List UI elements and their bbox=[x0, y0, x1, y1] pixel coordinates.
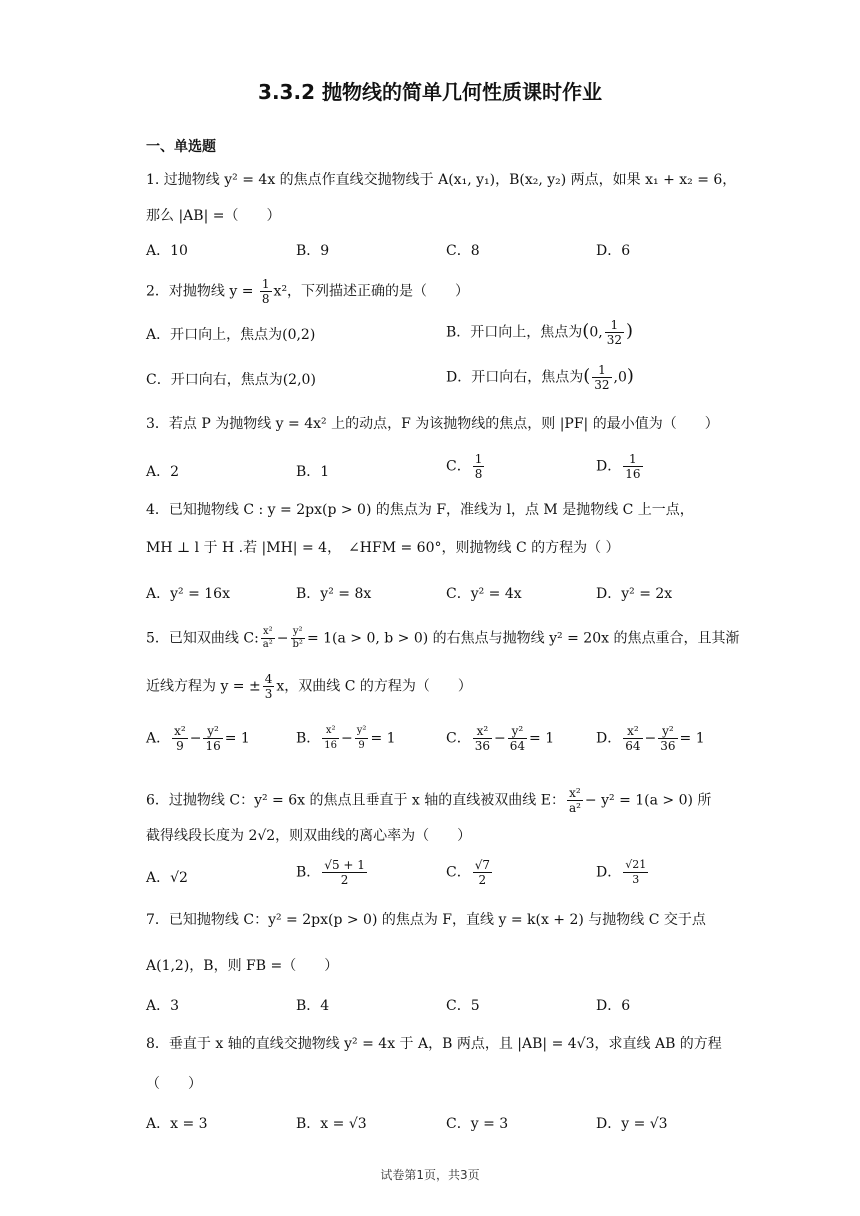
question-1-option-d: D．6 bbox=[596, 243, 631, 259]
question-2-option-b: B．开口向上，焦点为(0, $\frac{1}{32}$ ) bbox=[446, 318, 633, 347]
question-8-option-a: A．x = 3 bbox=[146, 1116, 208, 1132]
question-5-fraction-b: $\frac{\text{y²}}{\text{b²}}$ bbox=[292, 626, 303, 650]
question-5-line-2: 近线方程为 y = ± $\frac{4}{3}$ x，双曲线 C 的方程为（ ） bbox=[146, 672, 472, 701]
question-7-option-c: C．5 bbox=[446, 998, 480, 1014]
question-3-option-c-fraction: $\frac{1}{8}$ bbox=[474, 452, 483, 481]
question-5-option-c-fraction-y: $\frac{\text{y²}}{64}$ bbox=[509, 724, 526, 753]
question-4-option-c: C．y² = 4x bbox=[446, 586, 522, 602]
question-6-option-b: B． $\frac{√5 + 1}{2}$ bbox=[296, 858, 365, 887]
question-3-option-c: C． $\frac{1}{8}$ bbox=[446, 452, 483, 481]
question-6-option-a: A．√2 bbox=[146, 870, 188, 886]
question-6-option-d: D． $\frac{√21}{3}$ bbox=[596, 858, 647, 886]
question-5-option-b: B． $\frac{\text{x²}}{16}$ − $\frac{\text{y²}}{9}$ = 1 bbox=[296, 725, 396, 751]
question-1-line-2: 那么 |AB| =（ ） bbox=[146, 208, 281, 224]
question-8-option-d: D．y = √3 bbox=[596, 1116, 668, 1132]
question-8-option-b: B．x = √3 bbox=[296, 1116, 367, 1132]
question-5-option-c: C． $\frac{\text{x²}}{36}$ − $\frac{\text{y²}}{64}$ = 1 bbox=[446, 724, 555, 753]
question-5-option-a-fraction-x: $\frac{\text{x²}}{9}$ bbox=[174, 724, 186, 753]
question-5-option-c-fraction-x: $\frac{\text{x²}}{36}$ bbox=[474, 724, 490, 753]
page-footer: 试卷第1页，共3页 bbox=[380, 1168, 480, 1182]
question-5-option-d-fraction-x: $\frac{\text{x²}}{64}$ bbox=[625, 724, 641, 753]
question-2-stem-end: x²，下列描述正确的是（ ） bbox=[273, 283, 470, 300]
section-heading: 一、单选题 bbox=[146, 139, 216, 155]
question-2-stem bbox=[146, 277, 469, 306]
question-4-line-2: MH ⊥ l 于 H .若 |MH| = 4， ∠HFM = 60°，则抛物线 C 的方程为（ ） bbox=[146, 540, 620, 556]
question-4-option-b: B．y² = 8x bbox=[296, 586, 372, 602]
question-4-line-1: 4．已知抛物线 C : y = 2px(p > 0) 的焦点为 F，准线为 l，点 M 是抛物线 C 上一点， bbox=[146, 502, 694, 518]
question-1-option-a: A．10 bbox=[146, 243, 188, 259]
question-1-line-1: 1. 过抛物线 y² = 4x 的焦点作直线交抛物线于 A(x₁, y₁)，B(x₂, y₂) 两点，如果 x₁ + x₂ = 6， bbox=[146, 172, 737, 188]
question-8-option-c: C．y = 3 bbox=[446, 1116, 509, 1132]
question-3-option-d-fraction: $\frac{1}{16}$ bbox=[625, 452, 641, 481]
question-2-option-d-fraction: $\frac{1}{32}$ bbox=[594, 363, 610, 392]
question-2-option-b-fraction: $\frac{1}{32}$ bbox=[606, 318, 622, 347]
question-7-option-a: A．3 bbox=[146, 998, 180, 1014]
question-6-option-b-fraction: $\frac{√5 + 1}{2}$ bbox=[324, 858, 365, 887]
question-8-line-2: （ ） bbox=[146, 1076, 202, 1092]
question-7-option-d: D．6 bbox=[596, 998, 631, 1014]
question-1-option-b: B．9 bbox=[296, 243, 330, 259]
question-7-option-b: B．4 bbox=[296, 998, 330, 1014]
question-5-line-1: 5．已知双曲线 C: $\frac{\text{x²}}{\text{a²}}$ − $\frac{\text{y²}}{\text{b²}}$ = 1(a > 0, b > 0) 的右焦点与抛物线 y² = 20x 的焦点重合，且其渐 bbox=[146, 626, 740, 650]
question-3-option-b: B．1 bbox=[296, 464, 330, 480]
question-5-option-b-fraction-y: $\frac{\text{y²}}{9}$ bbox=[356, 725, 367, 751]
question-4-option-a: A．y² = 16x bbox=[146, 586, 230, 602]
question-5-option-a-fraction-y: $\frac{\text{y²}}{16}$ bbox=[205, 724, 221, 753]
question-2-option-c: C．开口向右，焦点为(2,0) bbox=[146, 372, 316, 388]
question-6-line-1: 6．过抛物线 C：y² = 6x 的焦点且垂直于 x 轴的直线被双曲线 E： $\frac{\text{x²}}{\text{a²}}$ − y² = 1(a > 0) 所 bbox=[146, 786, 712, 815]
question-5-option-b-fraction-x: $\frac{\text{x²}}{16}$ bbox=[324, 725, 338, 751]
page-title: 3.3.2 抛物线的简单几何性质课时作业 bbox=[258, 80, 602, 104]
question-5-option-a: A． $\frac{\text{x²}}{9}$ − $\frac{\text{y²}}{16}$ = 1 bbox=[146, 724, 250, 753]
question-8-line-1: 8．垂直于 x 轴的直线交抛物线 y² = 4x 于 A，B 两点，且 |AB| = 4√3，求直线 AB 的方程 bbox=[146, 1036, 722, 1052]
question-5-option-d: D． $\frac{\text{x²}}{64}$ − $\frac{\text{y²}}{36}$ = 1 bbox=[596, 724, 705, 753]
question-6-option-c: C． $\frac{√7}{2}$ bbox=[446, 858, 490, 887]
question-7-line-1: 7．已知抛物线 C：y² = 2px(p > 0) 的焦点为 F，直线 y = k(x + 2) 与抛物线 C 交于点 bbox=[146, 912, 706, 928]
question-2-option-a: A．开口向上，焦点为(0,2) bbox=[146, 327, 316, 343]
question-3-option-a: A．2 bbox=[146, 464, 180, 480]
question-2-option-d: D．开口向右，焦点为( $\frac{1}{32}$ ,0) bbox=[446, 363, 634, 392]
question-6-option-d-fraction: $\frac{√21}{3}$ bbox=[625, 858, 647, 886]
question-4-option-d: D．y² = 2x bbox=[596, 586, 673, 602]
question-6-line-2: 截得线段长度为 2√2，则双曲线的离心率为（ ） bbox=[146, 828, 472, 844]
question-7-line-2: A(1,2)，B，则 FB =（ ） bbox=[146, 958, 339, 974]
question-2-stem-start: 2．对抛物线 y = bbox=[146, 283, 258, 300]
question-5-asymptote-fraction: $\frac{4}{3}$ bbox=[264, 672, 273, 701]
question-1-option-c: C．8 bbox=[446, 243, 480, 259]
question-6-option-c-fraction: $\frac{√7}{2}$ bbox=[474, 858, 490, 887]
question-6-fraction: $\frac{\text{x²}}{\text{a²}}$ bbox=[568, 786, 581, 815]
question-3-option-d: D． $\frac{1}{16}$ bbox=[596, 452, 641, 481]
question-5-option-d-fraction-y: $\frac{\text{y²}}{36}$ bbox=[660, 724, 676, 753]
question-5-fraction-a: $\frac{\text{x²}}{\text{a²}}$ bbox=[262, 626, 273, 650]
question-2-fraction: $\frac{1}{8}$ bbox=[261, 277, 270, 306]
question-3-stem: 3．若点 P 为抛物线 y = 4x² 上的动点，F 为该抛物线的焦点，则 |PF| 的最小值为（ ） bbox=[146, 416, 719, 432]
